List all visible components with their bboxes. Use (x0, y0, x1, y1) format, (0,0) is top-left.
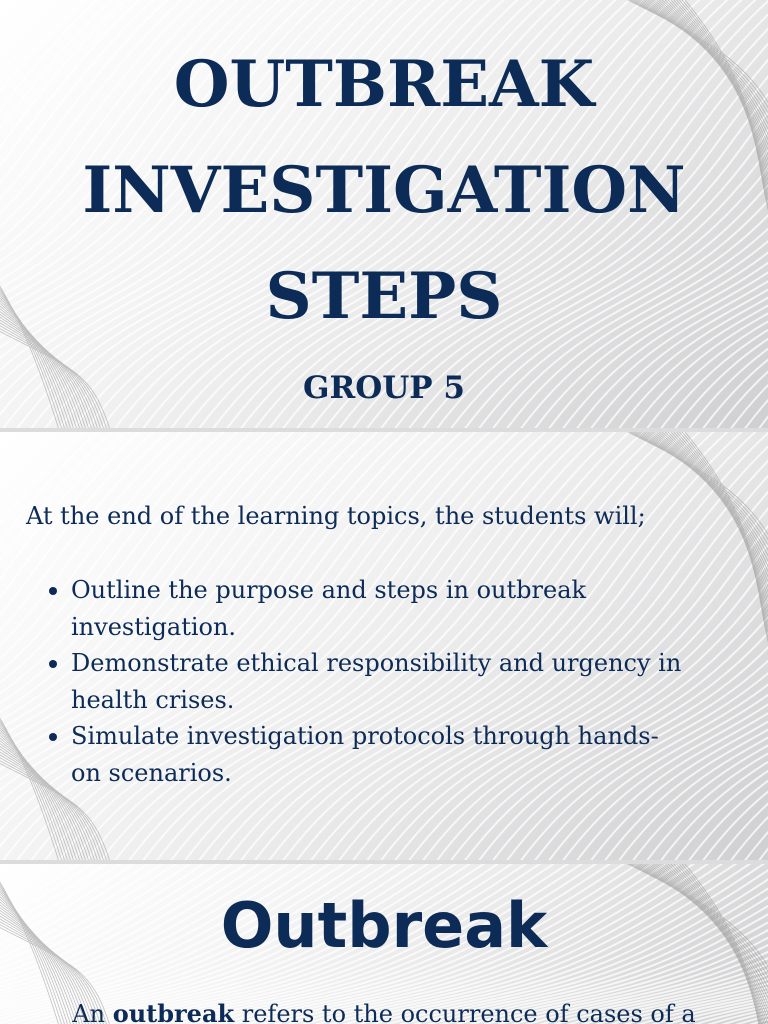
definition-suffix: refers to the occurrence of cases of a (234, 1000, 696, 1024)
title-line-2: INVESTIGATION (82, 153, 686, 228)
title-line-1: OUTBREAK (173, 47, 595, 122)
definition-text (0, 996, 768, 1024)
definition-term: outbreak (112, 999, 235, 1024)
bullet-icon (49, 587, 57, 595)
objectives-list (26, 572, 738, 791)
objective-line: Demonstrate ethical responsibility and urgency in (71, 649, 682, 677)
list-item (26, 645, 738, 718)
intro-text: At the end of the learning topics, the students will; (26, 502, 646, 530)
bullet-icon (49, 733, 57, 741)
objective-line: on scenarios. (71, 758, 232, 787)
list-item (26, 572, 738, 645)
title-line-3: STEPS (265, 259, 503, 334)
slide-title (0, 32, 768, 350)
title-slide (0, 0, 768, 428)
outbreak-slide (0, 864, 768, 1024)
objective-line: Simulate investigation protocols through hands- (71, 722, 659, 750)
section-heading: Outbreak (220, 889, 548, 962)
group-label: GROUP 5 (303, 370, 465, 406)
bullet-icon (49, 660, 57, 668)
objective-line: Outline the purpose and steps in outbreak (71, 576, 587, 604)
list-item (26, 718, 738, 791)
objectives-slide (0, 432, 768, 860)
definition-prefix: An (72, 1000, 113, 1024)
objective-line: investigation. (71, 612, 237, 641)
objective-line: health crises. (71, 685, 235, 714)
